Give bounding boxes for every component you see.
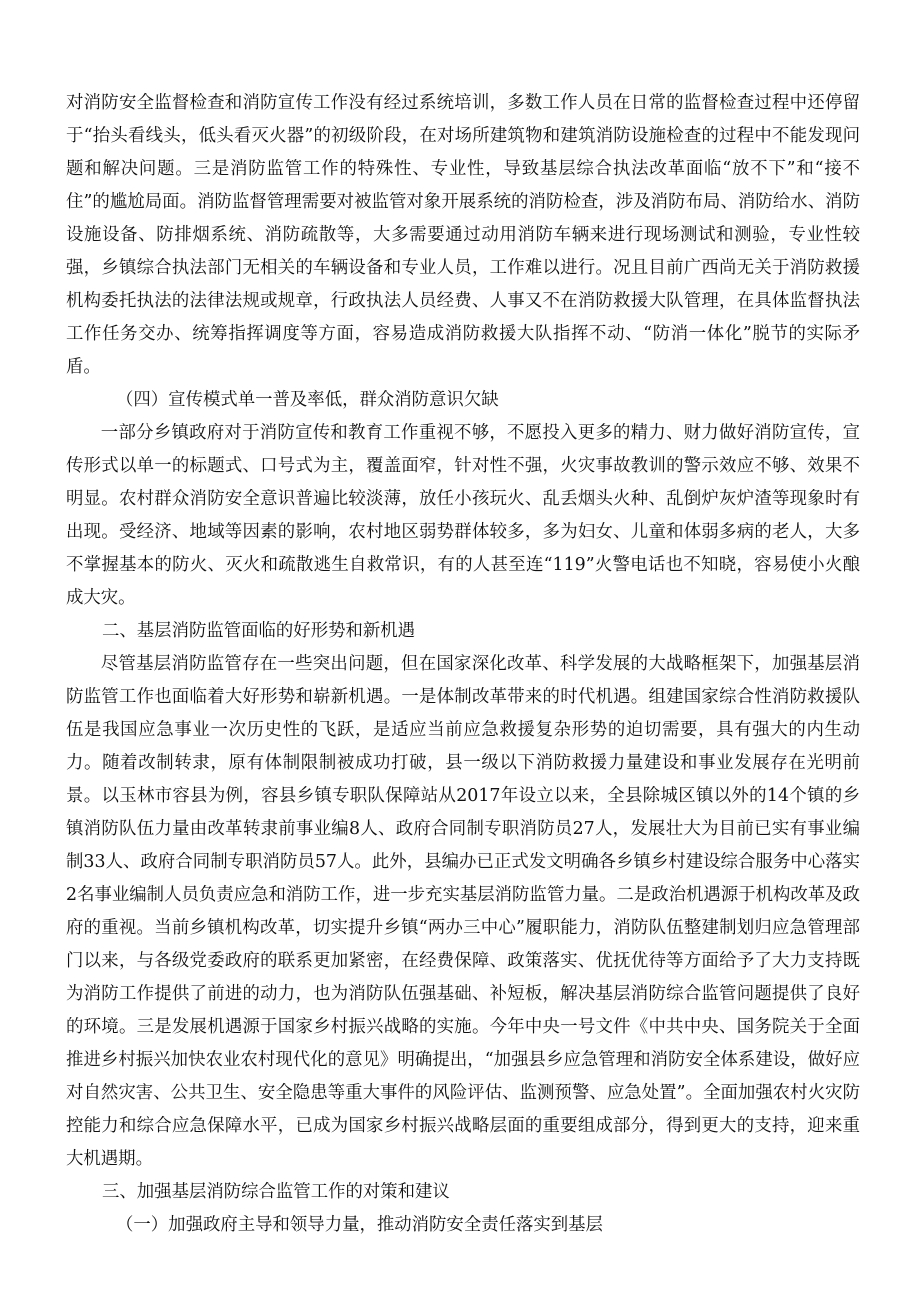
body-paragraph-1: 对消防安全监督检查和消防宣传工作没有经过系统培训，多数工作人员在日常的监督检查过程中还停留于“抬头看线头，低头看灭火器”的初级阶段，在对场所建筑物和建筑消防设施检查的过程中不能发现问题和解决问题。三是消防监管工作的特殊性、专业性，导致基层综合执法改革面临“放不下”和“接不住”的尴尬局面。消防监督管理需要对被监管对象开展系统的消防检查，涉及消防布局、消防给水、消防设施设备、防排烟系统、消防疏散等，大多需要通过动用消防车辆来进行现场测试和测验，专业性较强，乡镇综合执法部门无相关的车辆设备和专业人员，工作难以进行。况且目前广西尚无关于消防救援机构委托执法的法律法规或规章，行政执法人员经费、人事又不在消防救援大队管理，在具体监督执法工作任务交办、统筹指挥调度等方面，容易造成消防救援大队指挥不动、“防消一体化”脱节的实际矛盾。 (66, 93, 860, 377)
chapter-heading-2: 二、基层消防监管面临的好形势和新机遇 (102, 621, 416, 641)
body-paragraph-3: 尽管基层消防监管存在一些突出问题，但在国家深化改革、科学发展的大战略框架下，加强基层消防监管工作也面临着大好形势和崭新机遇。一是体制改革带来的时代机遇。组建国家综合性消防救援队伍是我国应急事业一次历史性的飞跃，是适应当前应急救援复杂形势的迫切需要，具有强大的内生动力。随着改制转隶，原有体制限制被成功打破，县一级以下消防救援力量建设和事业发展存在光明前景。以玉林市容县为例，容县乡镇专职队保障站从2017年设立以来，全县除城区镇以外的14个镇的乡镇消防队伍力量由改革转隶前事业编8人、政府合同制专职消防员27人，发展壮大为目前已实有事业编制33人、政府合同制专职消防员57人。此外，县编办已正式发文明确各乡镇乡村建设综合服务中心落实2名事业编制人员负责应急和消防工作，进一步充实基层消防监管力量。二是政治机遇源于机构改革及政府的重视。当前乡镇机构改革，切实提升乡镇“两办三中心”履职能力，消防队伍整建制划归应急管理部门以来，与各级党委政府的联系更加紧密，在经费保障、政策落实、优抚优待等方面给予了大力支持既为消防工作提供了前进的动力，也为消防队伍强基础、补短板，解决基层消防综合监管问题提供了良好的环境。三是发展机遇源于国家乡村振兴战略的实施。今年中央一号文件《中共中央、国务院关于全面推进乡村振兴加快农业农村现代化的意见》明确提出，“加强县乡应急管理和消防安全体系建设，做好应对自然灾害、公共卫生、安全隐患等重大事件的风险评估、监测预警、应急处置”。全面加强农村火灾防控能力和综合应急保障水平，已成为国家乡村振兴战略层面的重要组成部分，得到更大的支持，迎来重大机遇期。 (66, 654, 860, 1169)
section-heading-1: （一）加强政府主导和领导力量，推动消防安全责任落实到基层 (116, 1215, 603, 1235)
section-heading-4: （四）宣传模式单一普及率低，群众消防意识欠缺 (116, 390, 499, 410)
body-paragraph-2: 一部分乡镇政府对于消防宣传和教育工作重视不够，不愿投入更多的精力、财力做好消防宣传，宣传形式以单一的标题式、口号式为主，覆盖面窄，针对性不强，火灾事故教训的警示效应不够、效果不明显。农村群众消防安全意识普遍比较淡薄，放任小孩玩火、乱丢烟头火种、乱倒炉灰炉渣等现象时有出现。受经济、地域等因素的影响，农村地区弱势群体较多，多为妇女、儿童和体弱多病的老人，大多不掌握基本的防火、灭火和疏散逃生自救常识，有的人甚至连“119”火警电话也不知晓，容易使小火酿成大灾。 (66, 423, 860, 608)
chapter-heading-3: 三、加强基层消防综合监管工作的对策和建议 (102, 1182, 450, 1202)
